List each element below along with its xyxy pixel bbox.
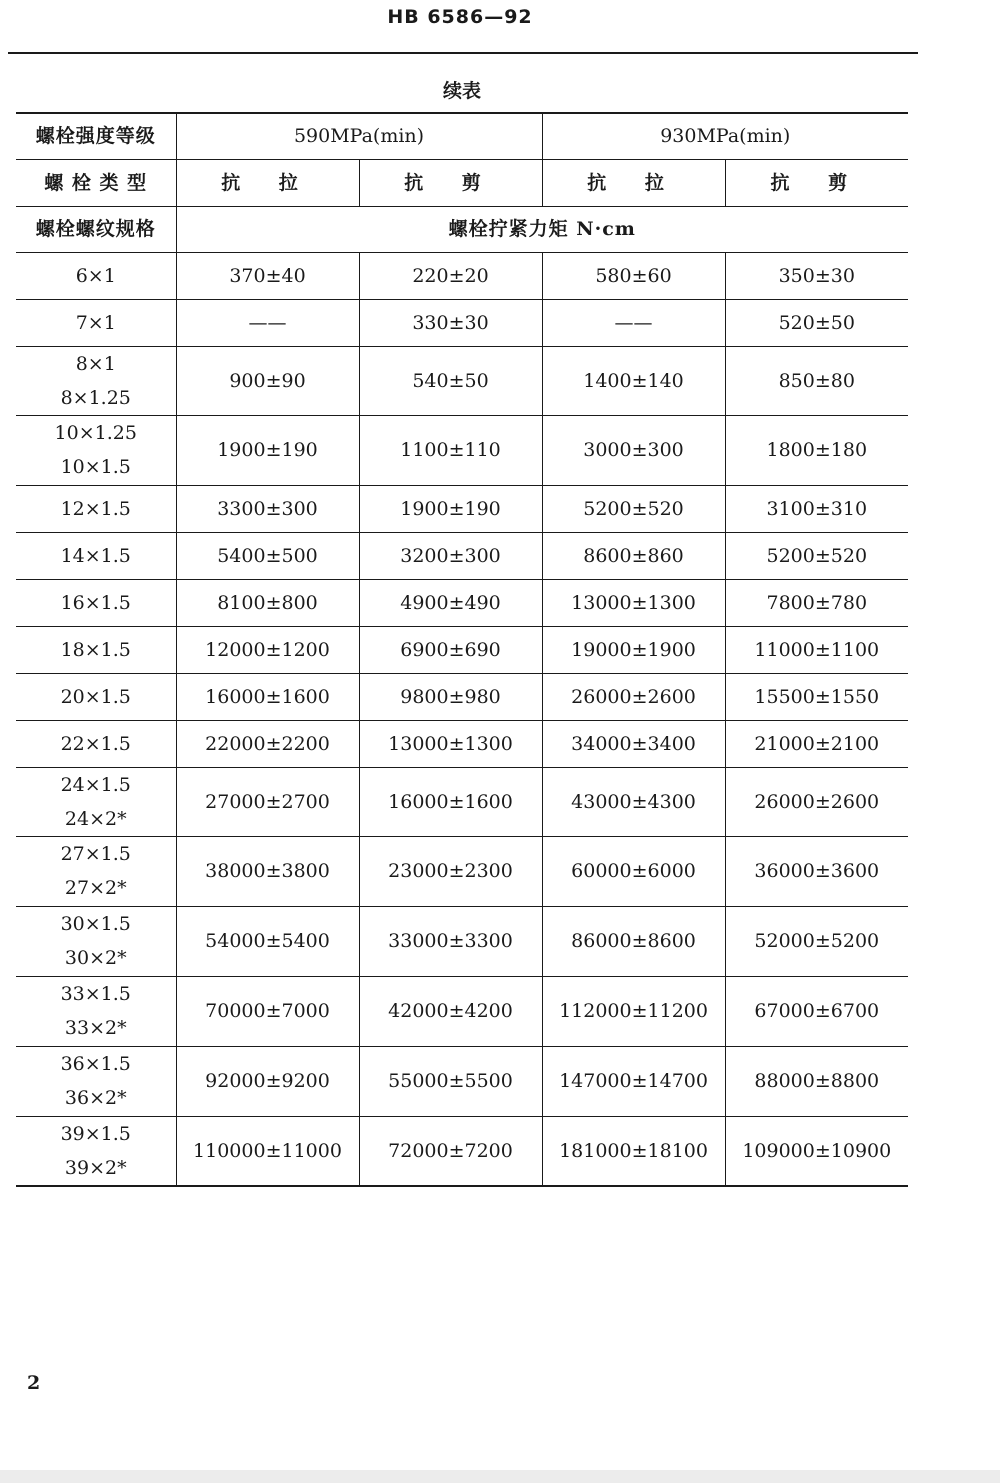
table-row	[16, 579, 908, 626]
torque-value: 520±50	[725, 299, 908, 346]
thread-spec: 36×2*	[64, 1087, 127, 1109]
torque-value: 42000±4200	[359, 976, 542, 1046]
torque-value: 55000±5500	[359, 1046, 542, 1116]
torque-value: 540±50	[359, 346, 542, 415]
torque-value: 11000±1100	[725, 626, 908, 673]
thread-spec: 36×1.5	[60, 1053, 131, 1075]
thread-spec: 18×1.5	[60, 638, 131, 661]
torque-value: 92000±9200	[176, 1046, 359, 1116]
page-number: 2	[27, 1372, 41, 1394]
thread-spec-cell	[16, 1116, 176, 1186]
thread-spec-cell	[16, 579, 176, 626]
table-row	[16, 767, 908, 836]
torque-value: 330±30	[359, 299, 542, 346]
torque-value: 5200±520	[725, 532, 908, 579]
torque-value: 67000±6700	[725, 976, 908, 1046]
document-id: HB 6586—92	[387, 6, 533, 28]
table-row	[16, 626, 908, 673]
torque-value: 370±40	[176, 252, 359, 299]
torque-value: 850±80	[725, 346, 908, 415]
table-row	[16, 299, 908, 346]
torque-value: 22000±2200	[176, 720, 359, 767]
thread-spec: 8×1.25	[60, 386, 131, 409]
thread-spec: 24×1.5	[60, 773, 131, 796]
torque-value: 109000±10900	[725, 1116, 908, 1186]
torque-value: 21000±2100	[725, 720, 908, 767]
table-row	[16, 415, 908, 485]
thread-spec: 39×1.5	[60, 1122, 131, 1145]
table-row	[16, 252, 908, 299]
table-row	[16, 1046, 908, 1116]
thread-spec-cell	[16, 976, 176, 1046]
thread-spec: 10×1.5	[60, 456, 131, 478]
torque-value: 147000±14700	[542, 1046, 725, 1116]
thread-spec: 30×2*	[64, 947, 127, 969]
torque-value: 220±20	[359, 252, 542, 299]
thread-spec-cell	[16, 767, 176, 836]
torque-value: 900±90	[176, 346, 359, 415]
torque-value: 26000±2600	[725, 767, 908, 836]
header-rule	[8, 52, 918, 54]
torque-value: 1900±190	[359, 485, 542, 532]
thread-spec-cell	[16, 1046, 176, 1116]
torque-value: ——	[176, 299, 359, 346]
torque-value: 34000±3400	[542, 720, 725, 767]
thread-spec-cell	[16, 415, 176, 485]
torque-value: 19000±1900	[542, 626, 725, 673]
type-shear-590: 抗 剪	[359, 159, 542, 206]
thread-spec-cell	[16, 485, 176, 532]
torque-value: 1900±190	[176, 415, 359, 485]
torque-value: 7800±780	[725, 579, 908, 626]
torque-value: 70000±7000	[176, 976, 359, 1046]
torque-value: 16000±1600	[176, 673, 359, 720]
torque-value: 52000±5200	[725, 906, 908, 976]
thread-spec: 27×2*	[64, 877, 127, 899]
thread-spec: 12×1.5	[60, 497, 131, 520]
thread-spec: 20×1.5	[60, 685, 131, 708]
torque-value: 8600±860	[542, 532, 725, 579]
thread-spec: 30×1.5	[60, 913, 131, 935]
torque-value: 13000±1300	[542, 579, 725, 626]
torque-value: 1400±140	[542, 346, 725, 415]
table-row	[16, 532, 908, 579]
table-caption: 续表	[442, 80, 481, 102]
torque-unit-label: 螺栓拧紧力矩 N·cm	[176, 206, 908, 252]
torque-value: 36000±3600	[725, 836, 908, 906]
torque-value: 3200±300	[359, 532, 542, 579]
torque-value: 43000±4300	[542, 767, 725, 836]
torque-value: 1800±180	[725, 415, 908, 485]
torque-value: 4900±490	[359, 579, 542, 626]
table-row	[16, 485, 908, 532]
thread-spec: 16×1.5	[60, 591, 131, 614]
thread-spec-cell	[16, 836, 176, 906]
thread-spec: 39×2*	[64, 1156, 127, 1179]
thread-spec-cell	[16, 626, 176, 673]
thread-spec: 24×2*	[64, 807, 127, 830]
torque-value: 38000±3800	[176, 836, 359, 906]
table-row	[16, 836, 908, 906]
thread-spec: 7×1	[75, 311, 116, 334]
torque-value: 110000±11000	[176, 1116, 359, 1186]
torque-value: 72000±7200	[359, 1116, 542, 1186]
torque-value: 54000±5400	[176, 906, 359, 976]
type-tension-930: 抗 拉	[542, 159, 725, 206]
thread-spec-cell	[16, 673, 176, 720]
thread-spec: 14×1.5	[60, 544, 131, 567]
torque-value: 86000±8600	[542, 906, 725, 976]
torque-value: 27000±2700	[176, 767, 359, 836]
grade-590: 590MPa(min)	[176, 113, 542, 159]
torque-value: 3300±300	[176, 485, 359, 532]
thread-spec-cell	[16, 532, 176, 579]
thread-row	[16, 206, 908, 252]
table-row	[16, 976, 908, 1046]
table-row	[16, 906, 908, 976]
torque-value: 5200±520	[542, 485, 725, 532]
torque-value: 112000±11200	[542, 976, 725, 1046]
thread-spec: 6×1	[75, 264, 116, 287]
table-row	[16, 720, 908, 767]
torque-value: 181000±18100	[542, 1116, 725, 1186]
type-shear-930: 抗 剪	[725, 159, 908, 206]
thread-spec: 10×1.25	[54, 422, 137, 444]
torque-value: 15500±1550	[725, 673, 908, 720]
table-row	[16, 346, 908, 415]
thread-spec-cell	[16, 299, 176, 346]
torque-value: 3100±310	[725, 485, 908, 532]
torque-table	[16, 112, 908, 1187]
torque-value: 12000±1200	[176, 626, 359, 673]
thread-spec-cell	[16, 720, 176, 767]
torque-value: 13000±1300	[359, 720, 542, 767]
type-tension-590: 抗 拉	[176, 159, 359, 206]
type-row	[16, 159, 908, 206]
thread-label: 螺栓螺纹规格	[16, 206, 176, 252]
torque-value: 350±30	[725, 252, 908, 299]
table-row	[16, 1116, 908, 1186]
viewer-bottom-band	[0, 1470, 1000, 1483]
torque-value: 580±60	[542, 252, 725, 299]
thread-spec: 33×2*	[64, 1017, 127, 1039]
torque-value: 60000±6000	[542, 836, 725, 906]
torque-value: 26000±2600	[542, 673, 725, 720]
grade-row	[16, 113, 908, 159]
table-row	[16, 673, 908, 720]
torque-value: ——	[542, 299, 725, 346]
torque-value: 5400±500	[176, 532, 359, 579]
thread-spec-cell	[16, 252, 176, 299]
torque-value: 8100±800	[176, 579, 359, 626]
torque-value: 33000±3300	[359, 906, 542, 976]
thread-spec-cell	[16, 906, 176, 976]
type-label: 螺 栓 类 型	[16, 159, 176, 206]
torque-table-body	[16, 113, 908, 1186]
grade-930: 930MPa(min)	[542, 113, 908, 159]
torque-value: 3000±300	[542, 415, 725, 485]
torque-value: 16000±1600	[359, 767, 542, 836]
torque-value: 23000±2300	[359, 836, 542, 906]
thread-spec: 22×1.5	[60, 732, 131, 755]
grade-label: 螺栓强度等级	[16, 113, 176, 159]
torque-value: 9800±980	[359, 673, 542, 720]
torque-value: 88000±8800	[725, 1046, 908, 1116]
torque-value: 6900±690	[359, 626, 542, 673]
thread-spec: 27×1.5	[60, 843, 131, 865]
torque-value: 1100±110	[359, 415, 542, 485]
thread-spec: 33×1.5	[60, 983, 131, 1005]
thread-spec-cell	[16, 346, 176, 415]
thread-spec: 8×1	[75, 352, 116, 375]
